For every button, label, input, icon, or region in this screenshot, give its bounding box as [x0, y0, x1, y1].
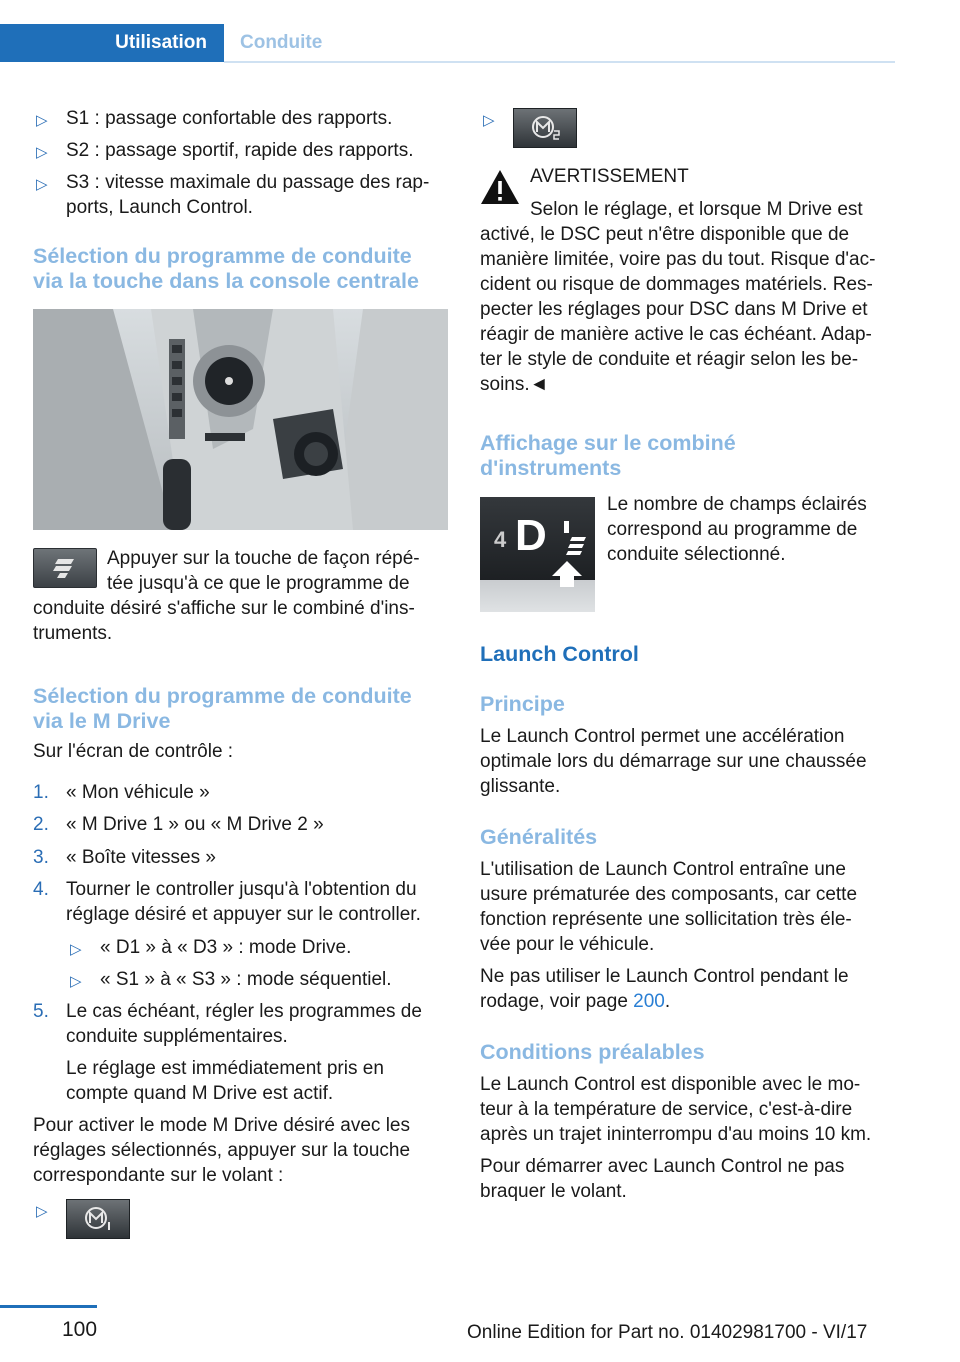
step-number: 3. [33, 847, 49, 868]
bullet-s3-cont: ports, Launch Control. [66, 197, 253, 218]
caption-line2: tée jusqu'à ce que le programme de [107, 573, 410, 594]
drive-mode-button-icon [33, 548, 97, 588]
bullet-s3: S3 : vitesse maximale du passage des rap‐ [66, 172, 430, 193]
section-heading-console: Sélection du programme de conduite [33, 244, 412, 268]
center-console-photo [33, 309, 448, 530]
display-text: conduite sélectionné. [607, 544, 786, 565]
instrument-display-image [480, 497, 595, 612]
bullet-icon: ▷ [36, 176, 48, 193]
tab-utilisation[interactable]: Utilisation [0, 24, 224, 62]
step5-note-cont: compte quand M Drive est actif. [66, 1083, 334, 1104]
step-text: « Boîte vitesses » [66, 847, 216, 868]
launch-control-heading: Launch Control [480, 642, 639, 666]
bullet-icon: ▷ [70, 973, 82, 990]
conditions-text: après un trajet ininterrompu d'au moins 10 km. [480, 1124, 872, 1145]
section-heading-display-2: d'instruments [480, 456, 622, 480]
bullet-icon: ▷ [483, 112, 495, 129]
generalites-text: fonction représente une sollicitation très éle‐ [480, 909, 852, 930]
display-text: Le nombre de champs éclairés [607, 494, 867, 515]
warning-title: AVERTISSEMENT [530, 166, 689, 187]
edition-text: Online Edition for Part no. 01402981700 - VI/17 [467, 1322, 868, 1343]
tab-conduite[interactable]: Conduite [240, 32, 323, 53]
bullet-icon: ▷ [36, 1203, 48, 1220]
para-line: réglages sélectionnés, appuyer sur la touche [33, 1140, 411, 1161]
display-gear-letter: D [515, 511, 547, 560]
section-heading-console-2: via la touche dans la console centrale [33, 269, 419, 293]
sub-bullet: « D1 » à « D3 » : mode Drive. [100, 937, 352, 958]
step-number: 1. [33, 782, 49, 803]
bullet-icon: ▷ [70, 941, 82, 958]
caption-line4: truments. [33, 623, 113, 644]
rodage-text-prefix: rodage, voir page [480, 991, 634, 1012]
principe-text: Le Launch Control permet une accélération [480, 726, 845, 747]
generalites-text: L'utilisation de Launch Control entraîne une [480, 859, 846, 880]
generalites-text: usure prématurée des composants, car cette [480, 884, 858, 905]
generalites-heading: Généralités [480, 825, 598, 849]
principe-heading: Principe [480, 692, 565, 716]
page-number: 100 [62, 1318, 98, 1341]
m2-button-icon [513, 108, 577, 148]
header-tabs [0, 24, 895, 62]
bullet-s1: S1 : passage confortable des rapports. [66, 108, 393, 129]
step-text-cont: réglage désiré et appuyer sur le controller. [66, 904, 421, 925]
page-link-200[interactable]: 200 [633, 991, 665, 1012]
warning-line: pecter les réglages pour DSC dans M Drive et [480, 299, 868, 320]
warning-line: cident ou risque de dommages matériels. Res‐ [480, 274, 873, 295]
braquer-text: Pour démarrer avec Launch Control ne pas [480, 1156, 845, 1177]
intro-text: Sur l'écran de contrôle : [33, 741, 234, 762]
bullet-s2: S2 : passage sportif, rapide des rapports. [66, 140, 414, 161]
para-line: Pour activer le mode M Drive désiré avec les [33, 1115, 410, 1136]
generalites-text: vée pour le véhicule. [480, 934, 655, 955]
principe-text: glissante. [480, 776, 561, 797]
step-text: « Mon véhicule » [66, 782, 210, 803]
warning-line: réagir de manière active le cas échéant. Adap‐ [480, 324, 872, 345]
step5-note: Le réglage est immédiatement pris en [66, 1058, 384, 1079]
bullet-icon: ▷ [36, 144, 48, 161]
rodage-text-2 [480, 989, 670, 1014]
caption-line1: Appuyer sur la touche de façon répé‐ [107, 548, 420, 569]
warning-line: manière limitée, voire pas du tout. Risque d'ac‐ [480, 249, 876, 270]
tab-underline [224, 61, 895, 63]
para-line: correspondante sur le volant : [33, 1165, 284, 1186]
rodage-text-suffix: . [664, 991, 671, 1012]
warning-line: Selon le réglage, et lorsque M Drive est [530, 199, 863, 220]
up-arrow-icon [550, 559, 584, 589]
section-heading-mdrive-2: via le M Drive [33, 709, 171, 733]
conditions-text: teur à la température de service, c'est-à-dire [480, 1099, 853, 1120]
section-heading-mdrive: Sélection du programme de conduite [33, 684, 412, 708]
step-text-cont: conduite supplémentaires. [66, 1026, 288, 1047]
warning-line: ter le style de conduite et réagir selon les be‐ [480, 349, 859, 370]
section-heading-display: Affichage sur le combiné [480, 431, 736, 455]
conditions-heading: Conditions préalables [480, 1040, 705, 1064]
display-text: correspond au programme de [607, 519, 858, 540]
principe-text: optimale lors du démarrage sur une chaussée [480, 751, 867, 772]
warning-line: activé, le DSC peut n'être disponible que de [480, 224, 850, 245]
footer-rule [0, 1305, 97, 1308]
caption-line3: conduite désiré s'affiche sur le combiné d'ins‐ [33, 598, 415, 619]
step-text: « M Drive 1 » ou « M Drive 2 » [66, 814, 324, 835]
rodage-text: Ne pas utiliser le Launch Control pendant le [480, 966, 849, 987]
step-number: 2. [33, 814, 49, 835]
bullet-icon: ▷ [36, 112, 48, 129]
warning-icon [480, 168, 520, 206]
step-text: Tourner le controller jusqu'à l'obtention du [66, 879, 417, 900]
step-text: Le cas échéant, régler les programmes de [66, 1001, 422, 1022]
display-gear-small: 4 [494, 527, 507, 552]
braquer-text: braquer le volant. [480, 1181, 627, 1202]
conditions-text: Le Launch Control est disponible avec le mo‐ [480, 1074, 861, 1095]
step-number: 4. [33, 879, 49, 900]
warning-line: soins.◄ [480, 374, 549, 395]
sub-bullet: « S1 » à « S3 » : mode séquentiel. [100, 969, 392, 990]
step-number: 5. [33, 1001, 49, 1022]
drive-mode-bars-icon [562, 519, 588, 555]
m1-button-icon [66, 1199, 130, 1239]
